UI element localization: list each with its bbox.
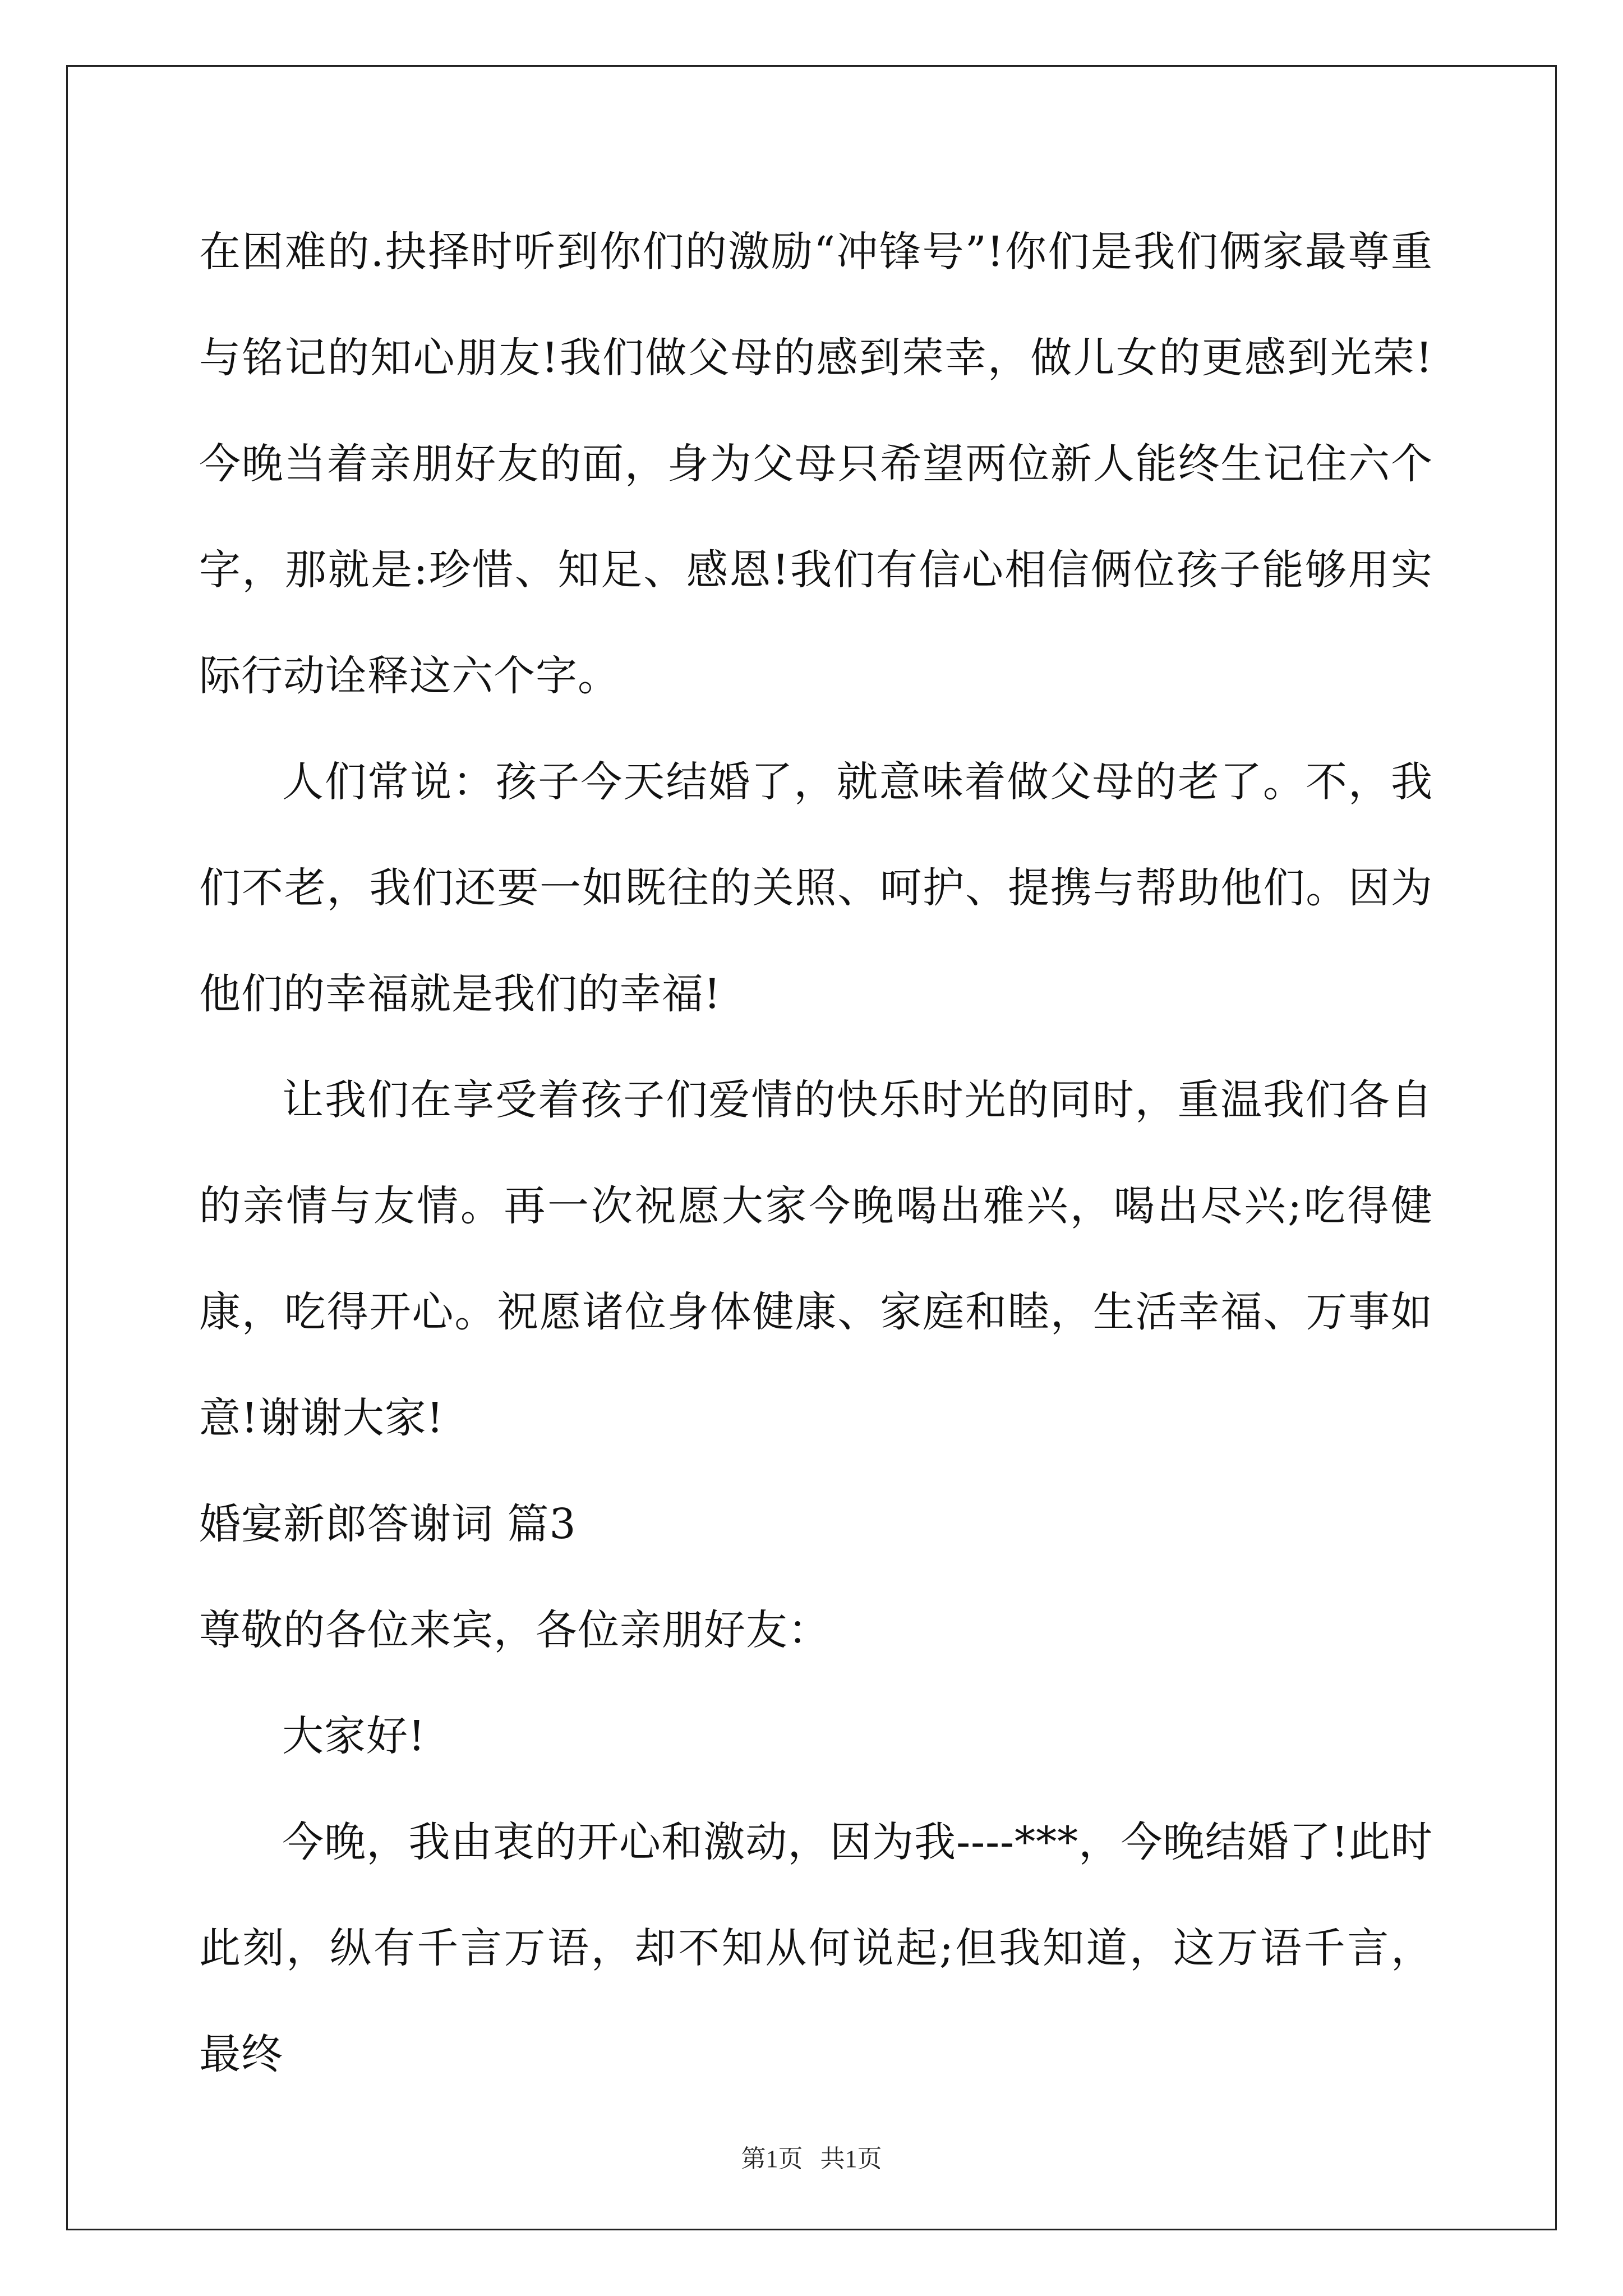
paragraph-2: 人们常说：孩子今天结婚了，就意味着做父母的老了。不，我们不老，我们还要一如既往的关照、呵护、提携与帮助他们。因为他们的幸福就是我们的幸福! bbox=[199, 758, 1433, 1018]
salutation: 尊敬的各位来宾，各位亲朋好友： bbox=[199, 1606, 830, 1654]
paragraph-1: 在困难的.抉择时听到你们的激励“冲锋号”!你们是我们俩家最尊重与铭记的知心朋友!我们做父母的感到荣幸，做儿女的更感到光荣!今晚当着亲朋好友的面，身为父母只希望两位新人能终生记住六个字，那就是:珍惜、知足、感恩!我们有信心相信俩位孩子能够用实际行动诠释这六个字。 bbox=[199, 228, 1433, 700]
page-number: 第1页 共1页 bbox=[741, 2145, 882, 2173]
greeting: 大家好! bbox=[282, 1712, 426, 1760]
paragraph-3: 让我们在享受着孩子们爱情的快乐时光的同时，重温我们各自的亲情与友情。再一次祝愿大家今晚喝出雅兴，喝出尽兴;吃得健康，吃得开心。祝愿诸位身体健康、家庭和睦，生活幸福、万事如意!谢谢大家! bbox=[199, 1076, 1433, 1442]
document-body bbox=[199, 199, 1433, 2108]
paragraph-4: 今晚，我由衷的开心和激动，因为我----***，今晚结婚了!此时此刻，纵有千言万语，却不知从何说起;但我知道，这万语千言，最终 bbox=[199, 1818, 1433, 2078]
section-heading: 婚宴新郎答谢词 篇3 bbox=[199, 1500, 577, 1548]
